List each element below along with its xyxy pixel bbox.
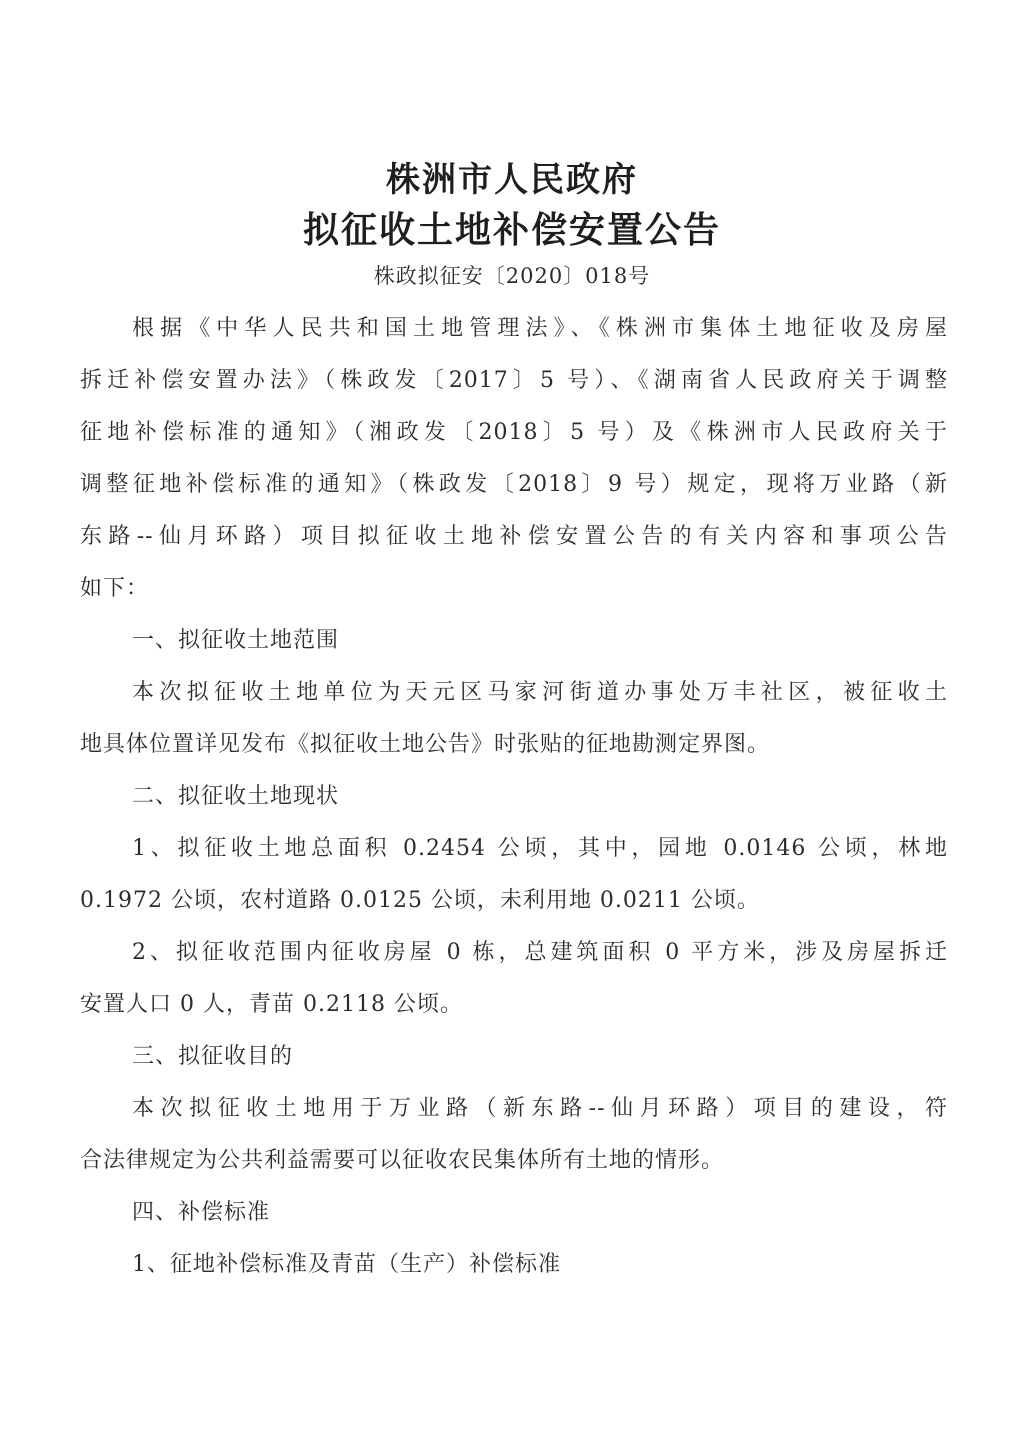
intro-line-3: 征地补偿标准的通知》（湘政发〔2018〕5 号）及《株洲市人民政府关于: [80, 420, 948, 445]
document-title-line1: 株洲市人民政府: [386, 160, 638, 200]
section3-line-1: 本次拟征收土地用于万业路（新东路--仙月环路）项目的建设，符: [132, 1096, 948, 1121]
intro-line-4: 调整征地补偿标准的通知》（株政发〔2018〕9 号）规定，现将万业路（新: [80, 472, 948, 497]
section2-item2-line-2: 安置人口 0 人，青苗 0.2118 公顷。: [80, 992, 463, 1017]
section2-item1-line-1: 1、拟征收土地总面积 0.2454 公顷，其中，园地 0.0146 公顷，林地: [132, 836, 948, 861]
intro-line-2: 拆迁补偿安置办法》（株政发〔2017〕5 号）、《湖南省人民政府关于调整: [80, 368, 948, 393]
section2-item2-line-1: 2、拟征收范围内征收房屋 0 栋，总建筑面积 0 平方米，涉及房屋拆迁: [132, 940, 948, 965]
section3-heading: 三、拟征收目的: [132, 1044, 294, 1069]
section3-line-2: 合法律规定为公共利益需要可以征收农民集体所有土地的情形。: [80, 1148, 725, 1173]
section2-heading: 二、拟征收土地现状: [132, 784, 340, 809]
section2-item1-line-2: 0.1972 公顷，农村道路 0.0125 公顷，未利用地 0.0211 公顷。: [80, 888, 760, 913]
section1-line-1: 本次拟征收土地单位为天元区马家河街道办事处万丰社区，被征收土: [132, 680, 948, 705]
intro-line-1: 根据《中华人民共和国土地管理法》、《株洲市集体土地征收及房屋: [132, 316, 948, 341]
document-number: 株政拟征安〔2020〕018号: [373, 264, 651, 288]
section1-heading: 一、拟征收土地范围: [132, 628, 340, 653]
section1-line-2: 地具体位置详见发布《拟征收土地公告》时张贴的征地勘测定界图。: [80, 732, 771, 757]
document-title-line2: 拟征收土地补偿安置公告: [302, 210, 721, 251]
section4-item1: 1、征地补偿标准及青苗（生产）补偿标准: [132, 1252, 561, 1277]
intro-line-6: 如下：: [80, 576, 150, 601]
intro-line-5: 东路--仙月环路）项目拟征收土地补偿安置公告的有关内容和事项公告: [80, 524, 948, 549]
section4-heading: 四、补偿标准: [132, 1200, 271, 1225]
